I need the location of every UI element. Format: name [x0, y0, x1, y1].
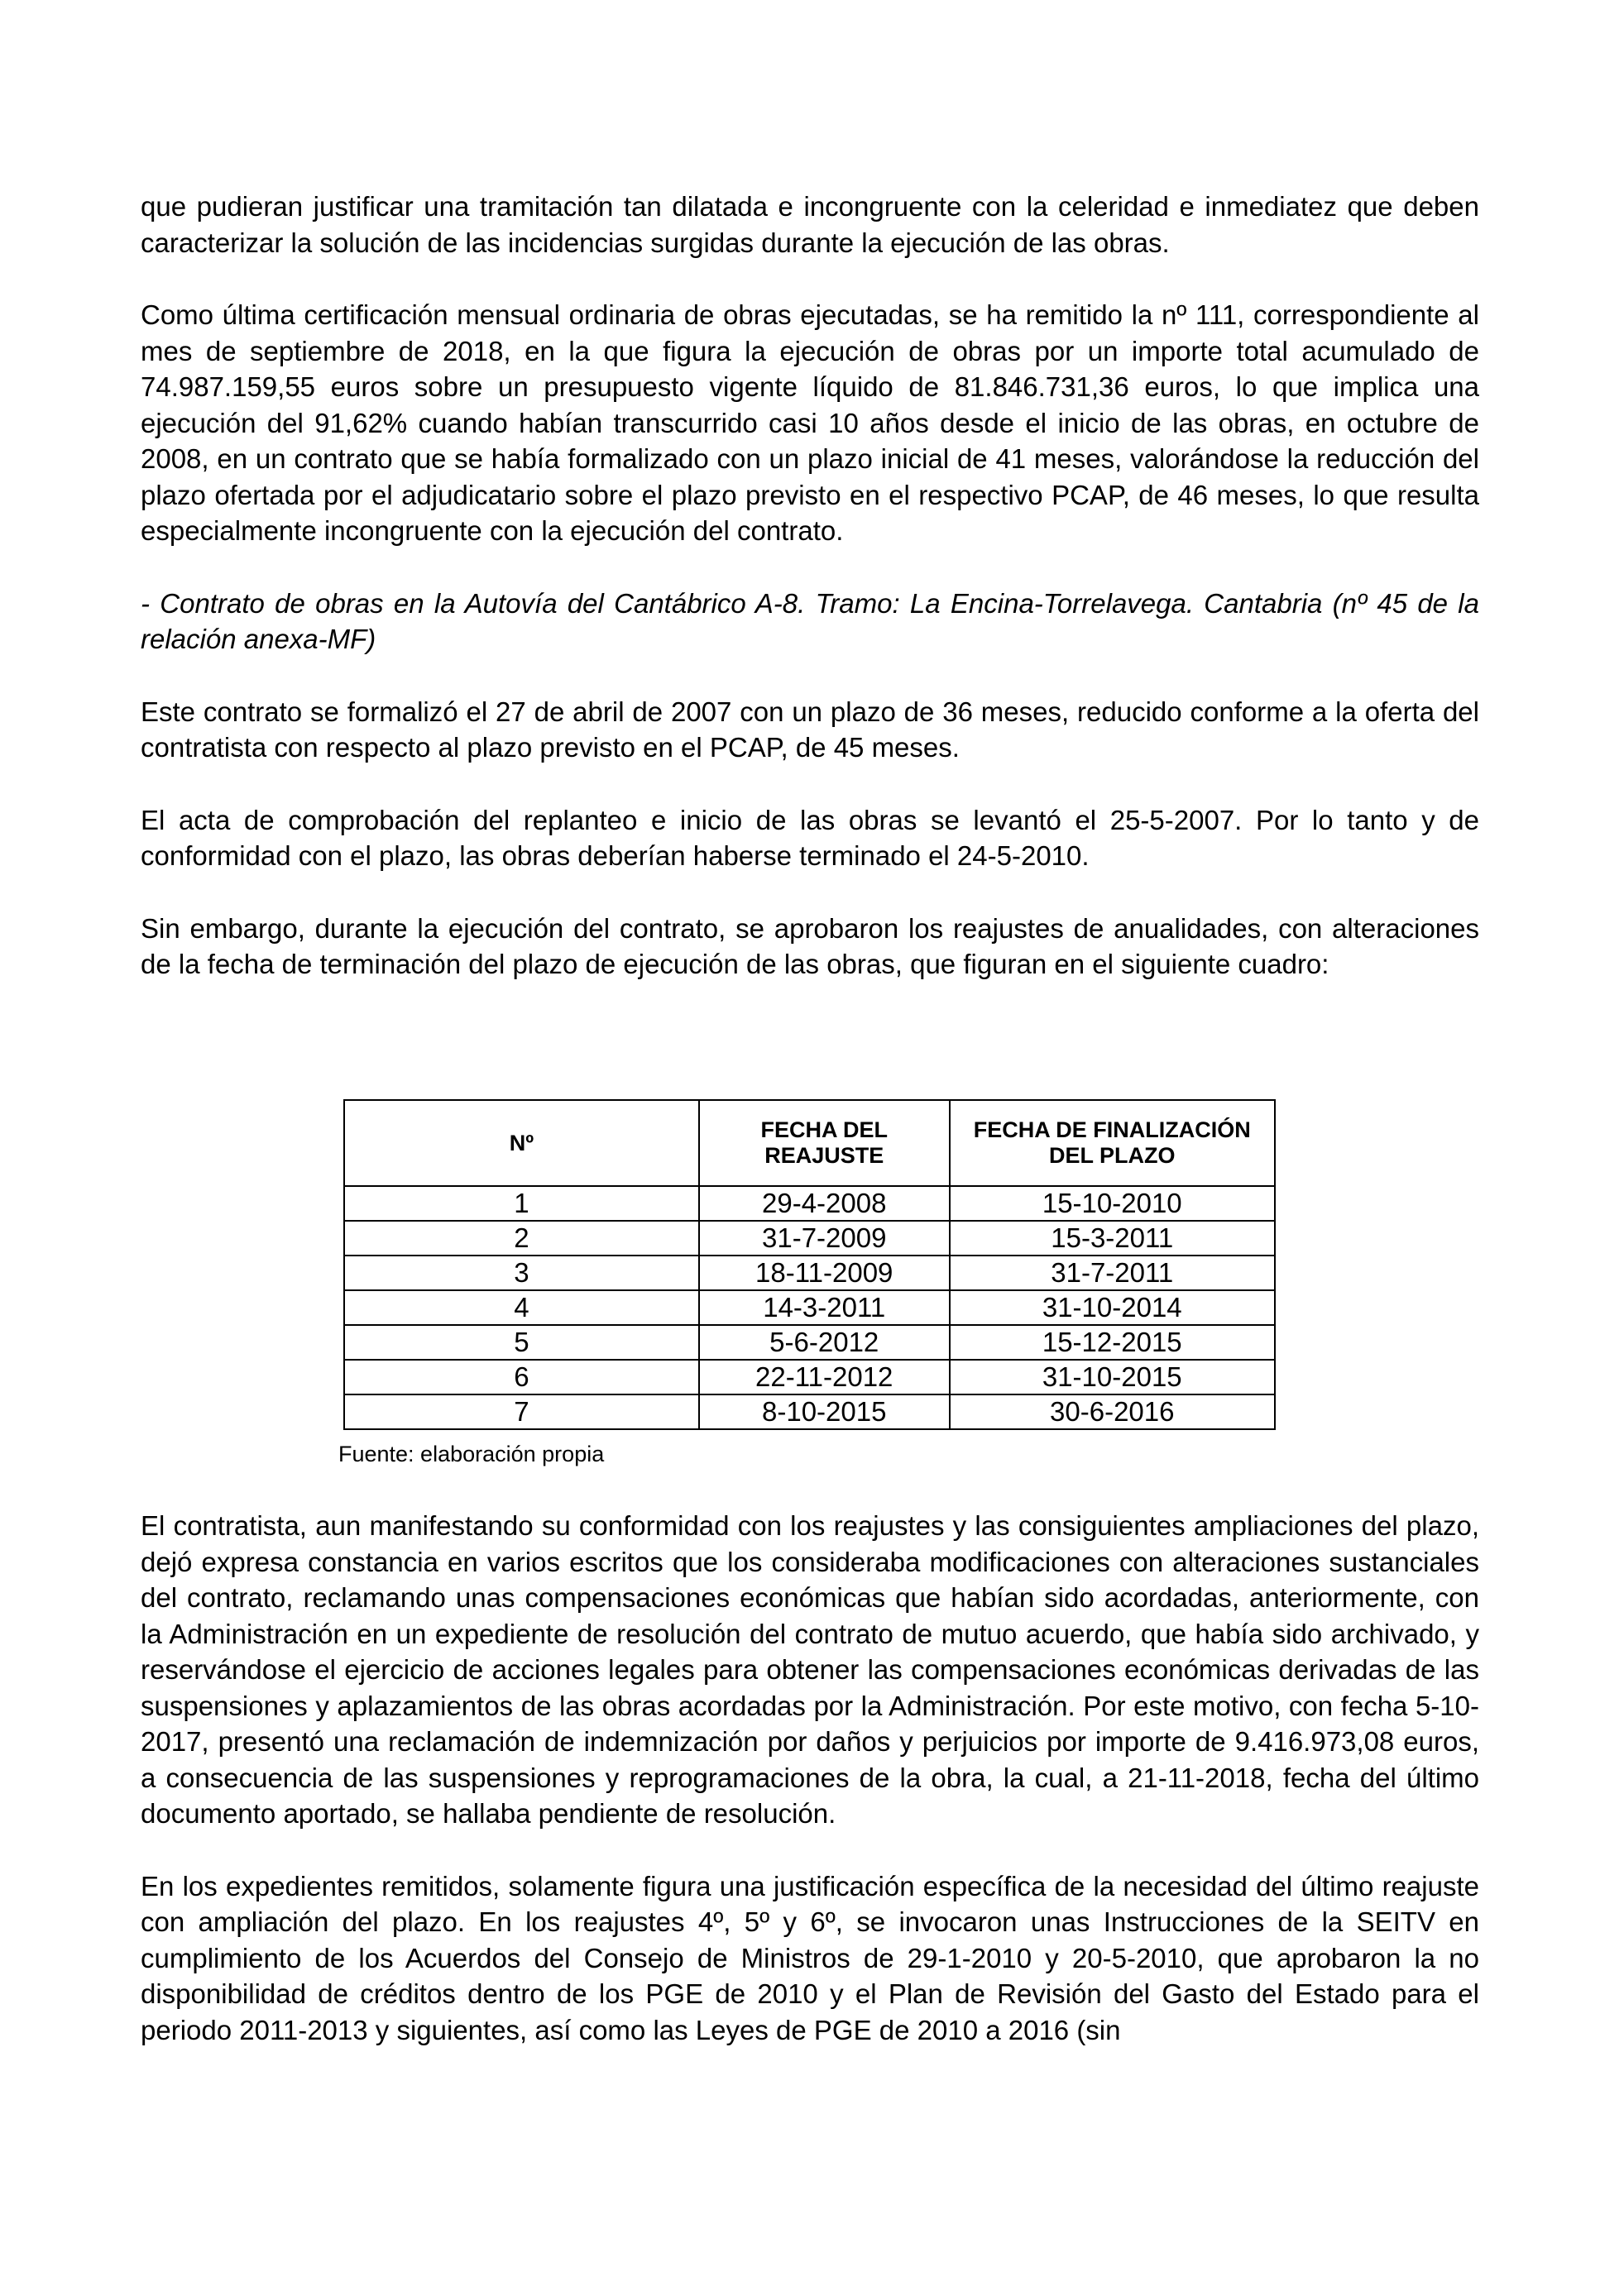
document-body-bottom [141, 1508, 1479, 2048]
table-row [344, 1186, 1275, 1221]
cell-fecha-finalizacion: 15-12-2015 [950, 1325, 1275, 1360]
cell-fecha-finalizacion: 31-10-2015 [950, 1360, 1275, 1394]
cell-fecha-reajuste: 31-7-2009 [699, 1221, 950, 1256]
paragraph-continuation: que pudieran justificar una tramitación tan dilatada e incongruente con la celeridad e inmediatez que deben caracterizar la solución de las incidencias surgidas durante la ejecución de las obras. [141, 191, 1479, 258]
cell-fecha-reajuste: 22-11-2012 [699, 1360, 950, 1394]
paragraph-contratista: El contratista, aun manifestando su conformidad con los reajustes y las consiguientes ampliaciones del plazo, dejó expresa constancia en varios escritos que los consideraba modificaciones con alteraciones sustanciales del contrato, reclamando unas compensaciones económicas que habían sido acordadas, anteriormente, con la Administración en un expediente de resolución del contrato de mutuo acuerdo, que había sido archivado, y reservándose el ejercicio de acciones legales para obtener las compensaciones económicas derivadas de las suspensiones y aplazamientos de las obras acordadas por la Administración. Por este motivo, con fecha 5-10-2017, presentó una reclamación de indemnización por daños y perjuicios por importe de 9.416.973,08 euros, a consecuencia de las suspensiones y reprogramaciones de la obra, la cual, a 21-11-2018, fecha del último documento aportado, se hallaba pendiente de resolución. [141, 1510, 1479, 1829]
table-row [344, 1221, 1275, 1256]
paragraph-expedientes: En los expedientes remitidos, solamente figura una justificación específica de la necesidad del último reajuste con ampliación del plazo. En los reajustes 4º, 5º y 6º, se invocaron unas Instrucciones de la SEITV en cumplimiento de los Acuerdos del Consejo de Ministros de 29-1-2010 y 20-5-2010, que aprobaron la no disponibilidad de créditos dentro de los PGE de 2010 y el Plan de Revisión del Gasto del Estado para el periodo 2011-2013 y siguientes, así como las Leyes de PGE de 2010 a 2016 (sin [141, 1870, 1479, 2045]
document-body-top [141, 189, 1479, 983]
cell-fecha-reajuste: 18-11-2009 [699, 1256, 950, 1290]
table-source-note: Fuente: elaboración propia [338, 1442, 605, 1466]
table-row [344, 1256, 1275, 1290]
cell-numero: 6 [344, 1360, 699, 1394]
table-row [344, 1290, 1275, 1325]
cell-numero: 1 [344, 1186, 699, 1221]
paragraph-certification: Como última certificación mensual ordinaria de obras ejecutadas, se ha remitido la nº 111, correspondiente al mes de septiembre de 2018, en la que figura la ejecución de obras por un importe total acumulado de 74.987.159,55 euros sobre un presupuesto vigente líquido de 81.846.731,36 euros, lo que implica una ejecución del 91,62% cuando habían transcurrido casi 10 años desde el inicio de las obras, en octubre de 2008, en un contrato que se había formalizado con un plazo inicial de 41 meses, valorándose la reducción del plazo ofertada por el adjudicatario sobre el plazo previsto en el respectivo PCAP, de 46 meses, lo que resulta especialmente incongruente con la ejecución del contrato. [141, 299, 1479, 546]
header-fecha-reajuste: FECHA DEL REAJUSTE [699, 1100, 950, 1186]
cell-fecha-finalizacion: 15-3-2011 [950, 1221, 1275, 1256]
cell-numero: 7 [344, 1394, 699, 1429]
cell-fecha-finalizacion: 31-7-2011 [950, 1256, 1275, 1290]
cell-numero: 3 [344, 1256, 699, 1290]
cell-numero: 5 [344, 1325, 699, 1360]
cell-fecha-finalizacion: 30-6-2016 [950, 1394, 1275, 1429]
table-header-row [344, 1100, 1275, 1186]
table-row [344, 1325, 1275, 1360]
contract-heading: - Contrato de obras en la Autovía del Cantábrico A-8. Tramo: La Encina-Torrelavega. Cantabria (nº 45 de la relación anexa-MF) [141, 587, 1479, 654]
cell-fecha-reajuste: 8-10-2015 [699, 1394, 950, 1429]
reajustes-table-container [343, 1099, 1276, 1430]
cell-fecha-finalizacion: 15-10-2010 [950, 1186, 1275, 1221]
header-fecha-finalizacion: FECHA DE FINALIZACIÓN DEL PLAZO [950, 1100, 1275, 1186]
cell-fecha-reajuste: 29-4-2008 [699, 1186, 950, 1221]
cell-numero: 2 [344, 1221, 699, 1256]
table-row [344, 1394, 1275, 1429]
cell-fecha-reajuste: 5-6-2012 [699, 1325, 950, 1360]
cell-numero: 4 [344, 1290, 699, 1325]
header-numero: Nº [344, 1100, 699, 1186]
table-row [344, 1360, 1275, 1394]
paragraph-reajustes-intro: Sin embargo, durante la ejecución del contrato, se aprobaron los reajustes de anualidades, con alteraciones de la fecha de terminación del plazo de ejecución de las obras, que figuran en el siguiente cuadro: [141, 912, 1479, 979]
paragraph-contract-formalized: Este contrato se formalizó el 27 de abril de 2007 con un plazo de 36 meses, reducido conforme a la oferta del contratista con respecto al plazo previsto en el PCAP, de 45 meses. [141, 696, 1479, 763]
reajustes-table [343, 1099, 1276, 1430]
cell-fecha-finalizacion: 31-10-2014 [950, 1290, 1275, 1325]
paragraph-acta: El acta de comprobación del replanteo e inicio de las obras se levantó el 25-5-2007. Por lo tanto y de conformidad con el plazo, las obras deberían haberse terminado el 24-5-2010. [141, 804, 1479, 871]
cell-fecha-reajuste: 14-3-2011 [699, 1290, 950, 1325]
